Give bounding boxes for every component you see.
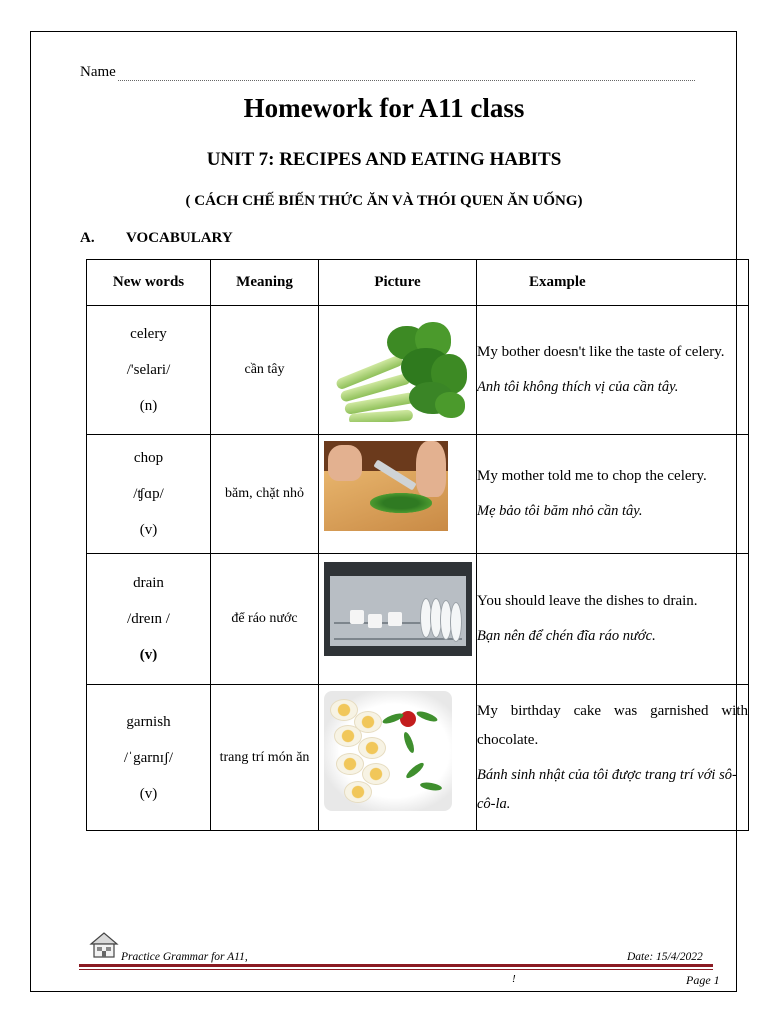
example-vietnamese: Bánh sinh nhật của tôi được trang trí với sô-cô-la.	[477, 766, 737, 812]
dish-rack-image	[324, 562, 472, 656]
section-heading	[80, 230, 233, 247]
word: drain	[133, 575, 164, 591]
word: celery	[130, 326, 167, 342]
footer-rule	[79, 964, 713, 967]
example-cell	[477, 435, 749, 554]
example-english: My mother told me to chop the celery.	[477, 468, 707, 484]
word: chop	[133, 450, 164, 466]
example-cell	[477, 306, 749, 435]
meaning: cần tây	[211, 306, 319, 435]
example-vietnamese: Mẹ bảo tôi băm nhỏ cần tây.	[477, 503, 643, 519]
picture-cell	[319, 554, 477, 685]
part-of-speech: (v)	[139, 647, 158, 663]
ipa: /ʧɑp/	[133, 486, 164, 502]
table-row	[87, 685, 749, 831]
meaning: băm, chặt nhỏ	[211, 435, 319, 554]
section-number: A.	[80, 230, 95, 246]
footer-left-text: Practice Grammar for A11,	[121, 951, 248, 963]
example-cell	[477, 685, 749, 831]
footer-date: Date: 15/4/2022	[627, 951, 703, 963]
part-of-speech: (v)	[139, 785, 158, 802]
picture-cell	[319, 435, 477, 554]
chopping-image	[324, 441, 448, 531]
ipa: /'selari/	[126, 362, 171, 378]
header-picture: Picture	[319, 260, 477, 306]
word-cell	[87, 306, 211, 435]
name-dotted-line	[118, 68, 695, 81]
header-new-words: New words	[87, 260, 211, 306]
table-row	[87, 554, 749, 685]
name-label: Name	[80, 64, 116, 80]
ipa: /dreɪn /	[127, 611, 170, 627]
meaning: trang trí món ăn	[211, 685, 319, 831]
example-vietnamese: Anh tôi không thích vị của cần tây.	[477, 379, 679, 395]
celery-image	[331, 318, 471, 422]
vocabulary-table	[86, 259, 749, 831]
word: garnish	[126, 713, 171, 730]
word-cell	[87, 435, 211, 554]
word-cell	[87, 554, 211, 685]
house-icon	[89, 931, 119, 959]
header-example: Example	[477, 260, 749, 306]
table-header-row	[87, 260, 749, 306]
meaning: để ráo nước	[211, 554, 319, 685]
footer-mark: !	[512, 973, 516, 985]
example-english: My birthday cake was garnished with chocolate.	[477, 702, 748, 748]
table-row	[87, 435, 749, 554]
footer-rule-thin	[79, 969, 713, 970]
name-field[interactable]	[80, 64, 695, 81]
picture-cell	[319, 685, 477, 831]
word-cell	[87, 685, 211, 831]
example-english: My bother doesn't like the taste of celery.	[477, 344, 725, 360]
example-cell	[477, 554, 749, 685]
example-english: You should leave the dishes to drain.	[477, 593, 698, 609]
page-number: Page 1	[686, 973, 720, 987]
document-title: Homework for A11 class	[243, 93, 525, 123]
garnished-eggs-image	[324, 691, 452, 811]
section-title: VOCABULARY	[126, 230, 233, 246]
part-of-speech: (n)	[139, 398, 158, 414]
table-row	[87, 306, 749, 435]
part-of-speech: (v)	[139, 522, 158, 538]
unit-subtitle: ( CÁCH CHẾ BIẾN THỨC ĂN VÀ THÓI QUEN ĂN UỐNG)	[185, 193, 583, 209]
picture-cell	[319, 306, 477, 435]
unit-title: UNIT 7: RECIPES AND EATING HABITS	[206, 149, 562, 170]
ipa: /ˈgarnɪʃ/	[123, 749, 174, 766]
header-meaning: Meaning	[211, 260, 319, 306]
example-vietnamese: Bạn nên để chén đĩa ráo nước.	[477, 628, 656, 644]
